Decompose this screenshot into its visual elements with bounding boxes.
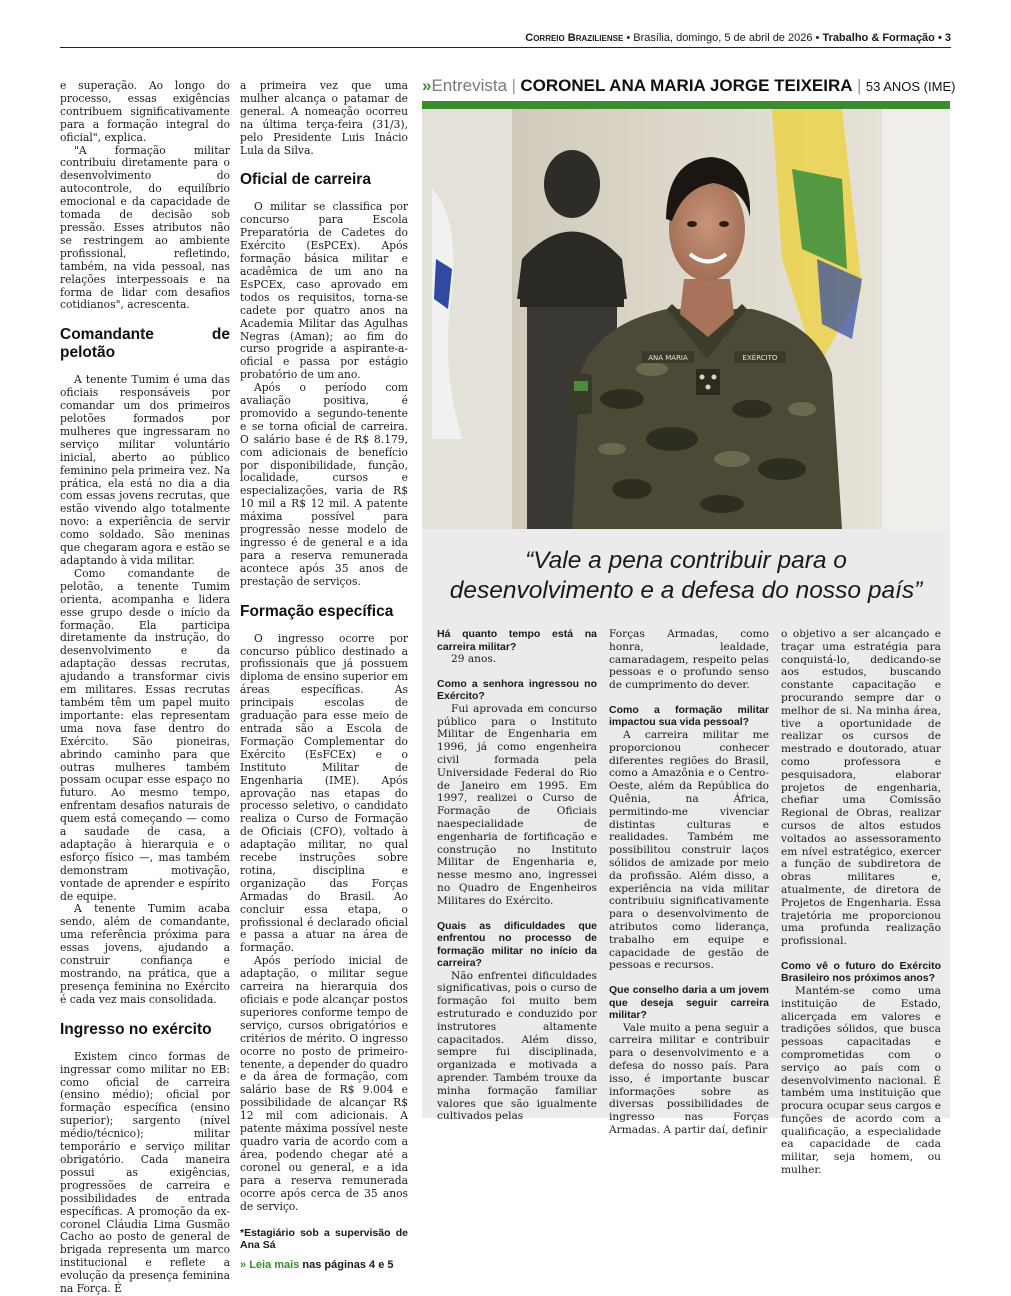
interviewee-name: CORONEL ANA MARIA JORGE TEIXEIRA: [520, 76, 853, 95]
paragraph: Após o período com avaliação positiva, é promovido a segundo-tenente e se torna oficial de carreira. O salário base é de R$ 8.179, com adicionais de benefício por disponibilidade, função, localidade, cursos e especializações, varia de R$ 10 mil a R$ 12 mil. A patente máxima possível para progressão nesse modelo de ingresso é de general e a ida para a reserva remunerada acontece após 35 anos de prestação de serviços.: [240, 381, 408, 588]
subhead-ingresso: Ingresso no exército: [60, 1020, 212, 1038]
paragraph: A tenente Tumim é uma das oficiais responsáveis por comandar um dos primeiros pelotões formados por mulheres que ingressaram no serviço militar voluntário inicial, aberto ao público feminino pela primeira vez. Na prática, ela está no dia a dia com essas jovens recrutas, que estão vivendo algo totalmente novo: a experiência de servir como soldado. São meninas que chegaram agora e estão se adaptando à vida militar.: [60, 373, 230, 567]
pull-quote: “Vale a pena contribuir para o desenvolvimento e a defesa do nosso país”: [449, 547, 923, 604]
question: Como a formação militar impactou sua vida pessoal?: [609, 703, 769, 729]
header-rule: [422, 101, 950, 109]
page-number: • 3: [937, 32, 951, 44]
photo-nametag-left: ANA MARIA: [648, 354, 688, 362]
question: Quais as dificuldades que enfrentou no processo de formação militar no início da carreira?: [437, 919, 597, 970]
paragraph: Existem cinco formas de ingressar como militar no EB: como oficial de carreira (ensino médio); oficial por formação específica (ensino superior); sargento (nível médio/técnico); militar temporário e serviço militar obrigatório. Cada maneira possui as exigências, progressões de carreira e possibilidades de entrada específicas. A promoção da ex-coronel Cláudia Lima Gusmão Cacho ao posto de general de brigada representa um marco institucional e reflete a evolução da presença feminina na Força. É: [60, 1049, 230, 1296]
answer: A carreira militar me proporcionou conhecer diferentes regiões do Brasil, como a Amazônia e o Centro-Oeste, além da República do Quênia, na África, permitindo-me vivenciar distintas culturas e realidades. Também me possibilitou construir laços sólidos de amizade por meio da profissão. Além disso, a experiência na vida militar contribuiu significativamente para o desenvolvimento de atributos como liderança, trabalho em equipe e capacidade de gestão de pessoas e recursos.: [609, 728, 769, 972]
paragraph: Como comandante de pelotão, a tenente Tumim orienta, acompanha e lidera esse grupo desde o início da formação. Ela participa diretamente da instrução, do desenvolvimento e da adaptação dessas recrutas, ajudando a transformar civis em militares. Essas recrutas também têm um papel muito importante: elas representam uma nova fase dentro do Exército. São pioneiras, abrindo caminho para que outras mulheres também possam ocupar esse espaço no futuro. Ao mesmo tempo, enfrentam desafios naturais de quem está começando — como a saudade de casa, a adaptação à hierarquia e o esforço físico —, mas também demonstram motivação, vontade de aprender e espírito de equipe.: [60, 566, 230, 903]
paragraph: "A formação militar contribuiu diretamente para o desenvolvimento do autocontrole, do equilíbrio emocional e da capacidade de tomada de decisão sob pressão. Esses atributos não se restringem ao ambiente profissional, refletindo, também, na vida pessoal, nas relações interpessoais e na forma de lidar com desafios cotidianos", acrescenta.: [60, 143, 230, 312]
paper-name: Correio Braziliense: [525, 32, 624, 44]
answer: 29 anos.: [451, 653, 497, 665]
paragraph: Após período inicial de adaptação, o militar segue carreira na hierarquia dos oficiais e pode alcançar postos superiores conforme tempo de serviço, cursos obrigatórios e critérios de mérito. O ingresso ocorre no posto de primeiro-tenente, a depender do quadro e da área de formação, com salário base de R$ 9.004 e possibilidade de alcançar R$ 12 mil com adicionais. A patente máxima possível neste quadro varia de acordo com a área, podendo chegar até a coronel ou general, e a ida para a reserva remunerada ocorre após cerca de 35 anos de serviço.: [240, 954, 408, 1213]
interviewee-photo: [422, 109, 950, 529]
question: Há quanto tempo está na carreira militar?: [437, 628, 597, 653]
paragraph: O militar se classifica por concurso para Escola Preparatória de Cadetes do Exército (EsPCEx). Após formação básica militar e acadêmica de um ano na EsPCEx, caso aprovado em todos os requisitos, torna-se cadete por quatro anos na Academia Militar das Agulhas Negras (Aman); ao fim do curso progride a aspirante-a-oficial e passa por estágio probatório de um ano.: [240, 200, 408, 382]
read-more-pages: nas páginas 4 e 5: [302, 1259, 394, 1272]
interview-kicker: [422, 76, 507, 95]
answer-continued: Forças Armadas, como honra, lealdade, camaradagem, respeito pelas pessoas e o profundo senso de cumprimento do dever.: [609, 628, 769, 692]
kicker-arrow-icon: »: [422, 76, 432, 95]
interview-column-3: [781, 628, 941, 1177]
answer: Fui aprovada em concurso público para o Instituto Militar de Engenharia em 1996, já como engenheira civil formada pela Universidade Federal do Rio de Janeiro em 1995. Em 1997, realizei o Curso de Formação de Oficiais naespecialidade de engenharia de fortificação e construção no Instituto Militar de Engenharia e, nesse mesmo ano, ingressei no Quadro de Engenheiros Militares do Exército.: [437, 702, 597, 907]
paragraph: A tenente Tumim acaba sendo, além de comandante, uma referência próxima para essas jovens, ajudando a construir confiança e mostrando, na prática, que a presença feminina no Exército é cada vez mais consolidada.: [60, 902, 230, 1006]
answer: Vale muito a pena seguir a carreira militar e contribuir para o desenvolvimento e a defesa do nosso país. Para isso, é importante buscar informações sobre as diversas possibilidades de ingresso nas Forças Armadas. A partir daí, definir: [609, 1021, 769, 1136]
read-more-link[interactable]: [240, 1259, 408, 1272]
kicker-label: Entrevista: [431, 76, 508, 95]
read-more-label: Leia mais: [249, 1259, 300, 1272]
divider: |: [511, 76, 516, 95]
interview-column-1: [437, 628, 597, 1123]
dateline: • Brasília, domingo, 5 de abril de 2026 •: [626, 32, 820, 44]
question: Que conselho daria a um jovem que deseja seguir carreira militar?: [609, 984, 769, 1022]
divider: |: [857, 76, 862, 95]
photo-illustration: [422, 109, 950, 529]
article-column-1: [60, 80, 230, 1296]
article-column-2: [240, 80, 408, 1272]
photo-nametag-right: EXÉRCITO: [742, 354, 778, 362]
section-name: Trabalho & Formação: [822, 32, 935, 44]
paragraph: O ingresso ocorre por concurso público destinado a profissionais que já possuem diploma de ensino superior em áreas específicas. As principais escolas de graduação para esse meio de entrada são a Escola de Formação Complementar do Exército (EsFCEx) e o Instituto Militar de Engenharia (IME). Após aprovação nas etapas do processo seletivo, o candidato realiza o Curso de Formação de Oficiais (CFO), voltado à adaptação militar, no qual recebe instruções sobre rotina, disciplina e organização das Forças Armadas do Brasil. Ao concluir essa etapa, o profissional é declarado oficial e passa a atuar na área de formação.: [240, 631, 408, 955]
paragraph: a primeira vez que uma mulher alcança o patamar de general. A nomeação ocorreu na última terça-feira (31/3), pelo Presidente Luis Inácio Lula da Silva.: [240, 79, 408, 157]
answer: Mantém-se como uma instituição de Estado, alicerçada em valores e tradições sólidos, que busca pessoas capacitadas e comprometidas com o serviço ao país com o desenvolvimento nacional. É também uma instituição que procura ocupar seus cargos e funções de acordo com a qualificação, a especialidade ea capacidade de cada militar, seja homem, ou mulher.: [781, 984, 941, 1177]
paragraph: e superação. Ao longo do processo, essas exigências contribuem significativamente para a formação integral do oficial", explica.: [60, 79, 230, 144]
interview-header: [422, 76, 956, 102]
answer-continued: o objetivo a ser alcançado e traçar uma estratégia para conquistá-lo, dedicando-se aos estudos, buscando constante capacitação e procurando sempre dar o melhor de si. Na minha área, tive a oportunidade de realizar os cursos de mestrado e doutorado, atuar como professora e pesquisadora, elaborar projetos de engenharia, chefiar uma Comissão Regional de Obras, realizar cursos de altos estudos voltados ao assessoramento em nível estratégico, exercer a função de subdiretora de obras militares e, atualmente, de diretora de Projetos de Engenharia. Essa trajetória me proporcionou uma profunda realização profissional.: [781, 628, 941, 948]
author-credit: *Estagiário sob a supervisão de Ana Sá: [240, 1227, 408, 1252]
interviewee-age: 53 ANOS (IME): [865, 79, 956, 94]
read-more-arrow-icon: »: [240, 1259, 247, 1272]
question: Como a senhora ingressou no Exército?: [437, 677, 597, 703]
interview-column-2: [609, 628, 769, 1137]
question: Como vê o futuro do Exército Brasileiro nos próximos anos?: [781, 959, 941, 985]
subhead-comandante: Comandante de pelotão: [60, 326, 230, 362]
subhead-formacao: Formação específica: [240, 602, 394, 620]
subhead-oficial: Oficial de carreira: [240, 171, 371, 189]
answer: Não enfrentei dificuldades significativas, pois o curso de formação foi muito bem estruturado e conduzido por instrutores altamente capacitados. Além disso, sempre fui disciplinada, organizada e motivada a aprender. Também trouxe da minha formação familiar valores que são igualmente cultivados pelas: [437, 969, 597, 1123]
masthead: [60, 30, 951, 48]
